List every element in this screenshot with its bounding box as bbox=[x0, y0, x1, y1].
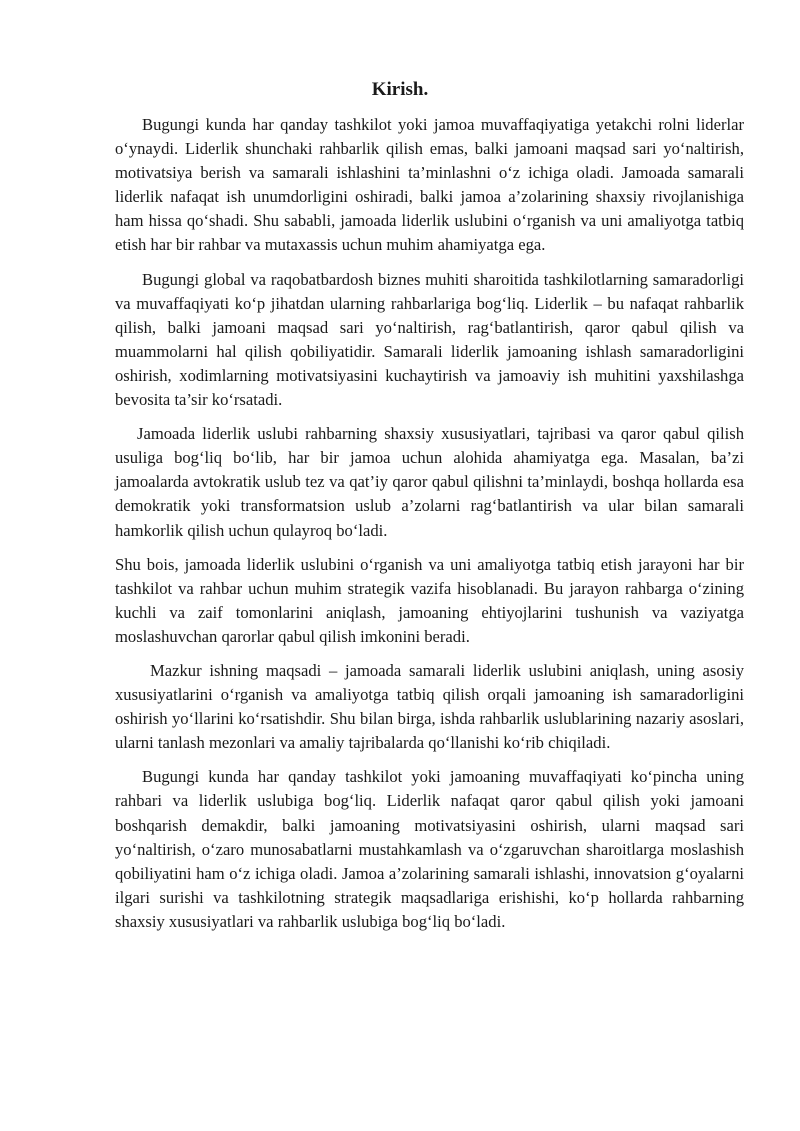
paragraph-6: Bugungi kunda har qanday tashkilot yoki jamoaning muvaffaqiyati ko‘pincha uning rahbari va liderlik uslubiga bog‘liq. Liderlik nafaqat qaror qabul qilish yoki jamoani boshqarish demakdir, balki jamoaning motivatsiyasini oshirish, ularni maqsad sari yo‘naltirish, o‘zaro munosabatlarni mustahkamlash va o‘zgaruvchan sharoitlarga moslashish qobiliyatini ham o‘z ichiga oladi. Jamoa a’zolarining samarali ishlashi, innovatsion g‘oyalarni ilgari surishi va tashkilotning strategik maqsadlariga erishishi, ko‘p hollarda rahbarning shaxsiy xususiyatlari va rahbarlik uslubiga bog‘liq bo‘ladi. bbox=[115, 767, 744, 931]
paragraph-2: Bugungi global va raqobatbardosh biznes muhiti sharoitida tashkilotlarning samaradorligi va muvaffaqiyati ko‘p jihatdan ularning rahbarlariga bog‘liq. Liderlik – bu nafaqat rahbarlik qilish, balki jamoani maqsad sari yo‘naltirish, rag‘batlantirish, qaror qabul qilish va muammolarni hal qilish qobiliyatidir. Samarali liderlik jamoaning ishlash samaradorligini oshirish, xodimlarning motivatsiyasini kuchaytirish va jamoaviy ish muhitini yaxshilashga bevosita ta’sir ko‘rsatadi. bbox=[115, 269, 744, 410]
paragraph-4: Shu bois, jamoada liderlik uslubini o‘rganish va uni amaliyotga tatbiq etish jarayoni har bir tashkilot va rahbar uchun muhim strategik vazifa hisoblanadi. Bu jarayon rahbarga o‘zining kuchli va zaif tomonlarini aniqlash, jamoaning ehtiyojlarini tushunish va vaziyatga moslashuvchan qarorlar qabul qilish imkonini beradi. bbox=[115, 554, 744, 646]
paragraph-1: Bugungi kunda har qanday tashkilot yoki jamoa muvaffaqiyatiga yetakchi rolni liderlar o‘ynaydi. Liderlik shunchaki rahbarlik qilish emas, balki jamoani maqsad sari yo‘naltirish, motivatsiya berish va samarali ishlashini ta’minlashni o‘z ichiga oladi. Jamoada samarali liderlik nafaqat ish unumdorligini oshiradi, balki jamoa a’zolarining shaxsiy rivojlanishiga ham hissa qo‘shadi. Shu sababli, jamoada liderlik uslubini o‘rganish va uni amaliyotga tatbiq etish har bir rahbar va mutaxassis uchun muhim ahamiyatga ega. bbox=[115, 115, 744, 255]
paragraph-5: Mazkur ishning maqsadi – jamoada samarali liderlik uslubini aniqlash, uning asosiy xususiyatlarini o‘rganish va amaliyotga tatbiq qilish orqali jamoaning ish samaradorligini oshirish yo‘llarini ko‘rsatishdir. Shu bilan birga, ishda rahbarlik uslublarining nazariy asoslari, ularni tanlash mezonlari va amaliy tajribalarda qo‘llanishi ko‘rib chiqiladi. bbox=[115, 660, 744, 753]
document-body bbox=[115, 113, 744, 944]
document-title: Kirish. bbox=[371, 79, 429, 100]
paragraph-3: Jamoada liderlik uslubi rahbarning shaxsiy xususiyatlari, tajribasi va qaror qabul qilish usuliga bog‘liq bo‘lib, har bir jamoa uchun alohida ahamiyatga ega. Masalan, ba’zi jamoalarda avtokratik uslub tez va qat’iy qaror qabul qilishni ta’minlaydi, boshqa hollarda esa demokratik yoki transformatsion uslub a’zolarni rag‘batlantirish va ular bilan samarali hamkorlik qilish uchun qulayroq bo‘ladi. bbox=[115, 424, 744, 540]
